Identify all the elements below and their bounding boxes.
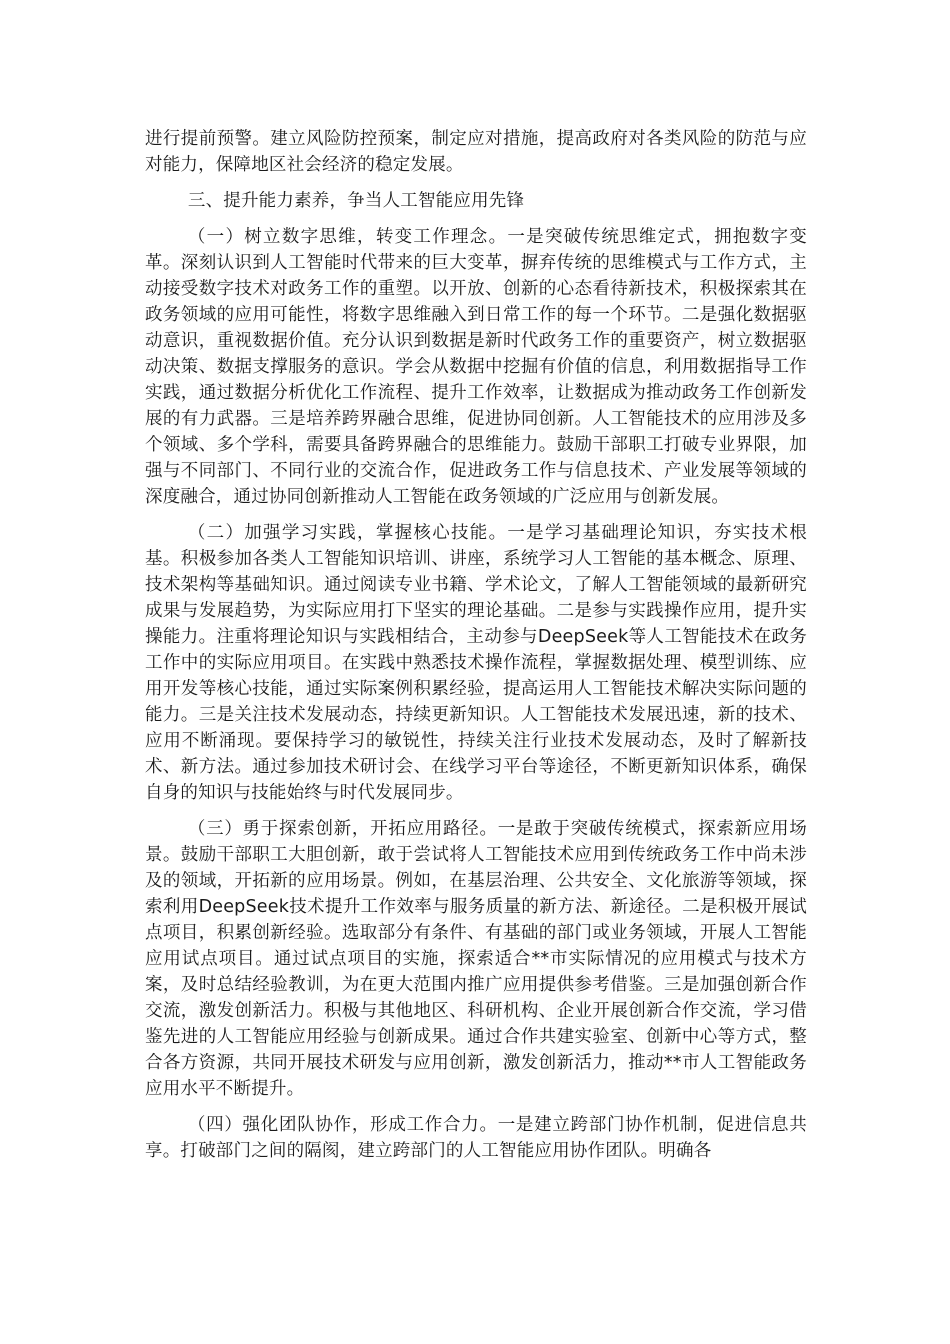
paragraph-explore-innovation: （三）勇于探索创新，开拓应用路径。一是敢于突破传统模式，探索新应用场景。鼓励干部职工大胆创新，敢于尝试将人工智能技术应用到传统政务工作中尚未涉及的领域，开拓新的应用场景。例如，在基层治理、公共安全、文化旅游等领域，探索利用DeepSeek技术提升工作效率与服务质量的新方法、新途径。二是积极开展试点项目，积累创新经验。选取部分有条件、有基础的部门或业务领域，开展人工智能应用试点项目。通过试点项目的实施，探索适合**市实际情况的应用模式与技术方案，及时总结经验教训，为在更大范围内推广应用提供参考借鉴。三是加强创新合作交流，激发创新活力。积极与其他地区、科研机构、企业开展创新合作交流，学习借鉴先进的人工智能应用经验与创新成果。通过合作共建实验室、创新中心等方式，整合各方资源，共同开展技术研发与应用创新，激发创新活力，推动**市人工智能政务应用水平不断提升。 bbox=[145, 819, 807, 1099]
paragraph-digital-thinking: （一）树立数字思维，转变工作理念。一是突破传统思维定式，拥抱数字变革。深刻认识到人工智能时代带来的巨大变革，摒弃传统的思维模式与工作方式，主动接受数字技术对政务工作的重塑。以开放、创新的心态看待新技术，积极探索其在政务领域的应用可能性，将数字思维融入到日常工作的每一个环节。二是强化数据驱动意识，重视数据价值。充分认识到数据是新时代政务工作的重要资产，树立数据驱动决策、数据支撑服务的意识。学会从数据中挖掘有价值的信息，利用数据指导工作实践，通过数据分析优化工作流程、提升工作效率，让数据成为推动政务工作创新发展的有力武器。三是培养跨界融合思维，促进协同创新。人工智能技术的应用涉及多个领域、多个学科，需要具备跨界融合的思维能力。鼓励干部职工打破专业界限，加强与不同部门、不同行业的交流合作，促进政务工作与信息技术、产业发展等领域的深度融合，通过协同创新推动人工智能在政务领域的广泛应用与创新发展。 bbox=[145, 227, 807, 507]
section-heading-3: 三、提升能力素养，争当人工智能应用先锋 bbox=[187, 191, 525, 211]
paragraph-risk-warning: 进行提前预警。建立风险防控预案，制定应对措施，提高政府对各类风险的防范与应对能力，保障地区社会经济的稳定发展。 bbox=[145, 129, 807, 175]
paragraph-team-collaboration: （四）强化团队协作，形成工作合力。一是建立跨部门协作机制，促进信息共享。打破部门之间的隔阂，建立跨部门的人工智能应用协作团队。明确各 bbox=[145, 1115, 807, 1161]
document-body bbox=[145, 126, 807, 1174]
paragraph-learning-practice: （二）加强学习实践，掌握核心技能。一是学习基础理论知识，夯实技术根基。积极参加各类人工智能知识培训、讲座，系统学习人工智能的基本概念、原理、技术架构等基础知识。通过阅读专业书籍、学术论文，了解人工智能领域的最新研究成果与发展趋势，为实际应用打下坚实的理论基础。二是参与实践操作应用，提升实操能力。注重将理论知识与实践相结合，主动参与DeepSeek等人工智能技术在政务工作中的实际应用项目。在实践中熟悉技术操作流程，掌握数据处理、模型训练、应用开发等核心技能，通过实际案例积累经验，提高运用人工智能技术解决实际问题的能力。三是关注技术发展动态，持续更新知识。人工智能技术发展迅速，新的技术、应用不断涌现。要保持学习的敏锐性，持续关注行业技术发展动态，及时了解新技术、新方法。通过参加技术研讨会、在线学习平台等途径，不断更新知识体系，确保自身的知识与技能始终与时代发展同步。 bbox=[145, 523, 807, 803]
